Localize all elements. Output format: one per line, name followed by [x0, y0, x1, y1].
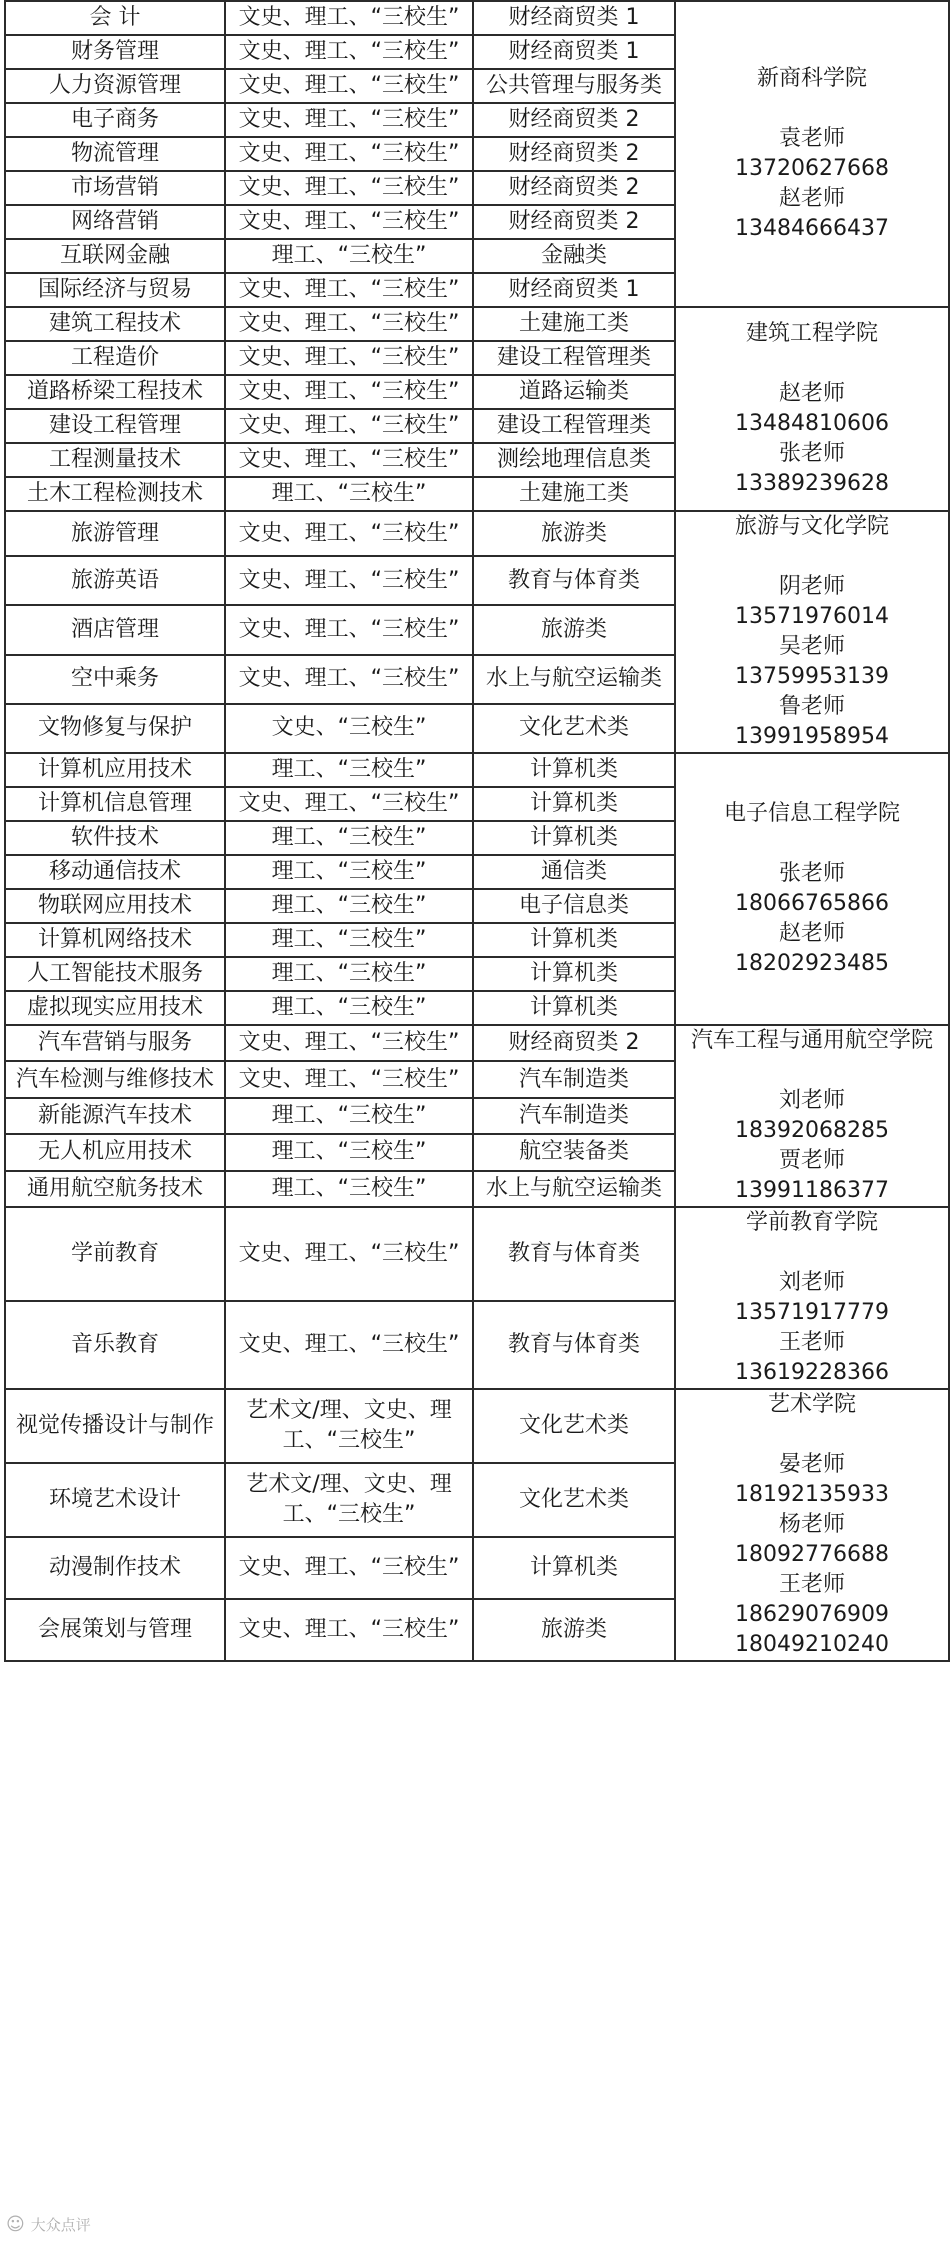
- major-cell: 建筑工程技术: [5, 307, 225, 341]
- subject-cell: 理工、“三校生”: [225, 1134, 473, 1170]
- watermark-text: 大众点评: [30, 2216, 91, 2234]
- category-cell: 汽车制造类: [473, 1061, 675, 1097]
- category-cell: 财经商贸类 2: [473, 205, 675, 239]
- category-cell: 水上与航空运输类: [473, 655, 675, 704]
- table-row: [5, 753, 949, 787]
- subject-cell: 文史、理工、“三校生”: [225, 375, 473, 409]
- category-cell: 公共管理与服务类: [473, 69, 675, 103]
- category-cell: 财经商贸类 1: [473, 1, 675, 35]
- category-cell: 测绘地理信息类: [473, 443, 675, 477]
- subject-cell: 理工、“三校生”: [225, 923, 473, 957]
- contact-name: 刘老师: [778, 1270, 845, 1295]
- contact-name: 王老师: [778, 1330, 845, 1355]
- contact-phone: 13991958954: [735, 724, 889, 749]
- major-cell: 物联网应用技术: [5, 889, 225, 923]
- contact-name: 袁老师: [778, 126, 845, 151]
- subject-cell: 文史、理工、“三校生”: [225, 35, 473, 69]
- major-cell: 学前教育: [5, 1207, 225, 1301]
- contact-name: 赵老师: [778, 186, 845, 211]
- subject-cell: 文史、理工、“三校生”: [225, 605, 473, 654]
- category-cell: 计算机类: [473, 821, 675, 855]
- major-cell: 建设工程管理: [5, 409, 225, 443]
- category-cell: 财经商贸类 2: [473, 103, 675, 137]
- major-cell: 动漫制作技术: [5, 1537, 225, 1599]
- major-cell: 虚拟现实应用技术: [5, 991, 225, 1025]
- contact-name: 阴老师: [778, 574, 845, 599]
- category-cell: 教育与体育类: [473, 556, 675, 605]
- major-cell: 酒店管理: [5, 605, 225, 654]
- major-cell: 人工智能技术服务: [5, 957, 225, 991]
- contact-name: 赵老师: [778, 381, 845, 406]
- subject-cell: 文史、理工、“三校生”: [225, 307, 473, 341]
- college-cell: [675, 1, 949, 307]
- category-cell: 文化艺术类: [473, 1389, 675, 1463]
- category-cell: 航空装备类: [473, 1134, 675, 1170]
- category-cell: 财经商贸类 2: [473, 171, 675, 205]
- subject-cell: 艺术文/理、文史、理工、“三校生”: [225, 1463, 473, 1537]
- category-cell: 金融类: [473, 239, 675, 273]
- category-cell: 汽车制造类: [473, 1098, 675, 1134]
- major-cell: 新能源汽车技术: [5, 1098, 225, 1134]
- contact-phone: 13991186377: [735, 1178, 889, 1203]
- category-cell: 财经商贸类 2: [473, 137, 675, 171]
- contact-phone: 13484666437: [735, 216, 889, 241]
- major-cell: 旅游管理: [5, 511, 225, 556]
- subject-cell: 理工、“三校生”: [225, 477, 473, 511]
- major-cell: 空中乘务: [5, 655, 225, 704]
- contact-phone: 18392068285: [735, 1118, 889, 1143]
- college-cell: [675, 1025, 949, 1207]
- subject-cell: 理工、“三校生”: [225, 957, 473, 991]
- subject-cell: 文史、理工、“三校生”: [225, 1207, 473, 1301]
- contact-phone: 18092776688: [735, 1542, 889, 1567]
- college-name: 汽车工程与通用航空学院: [690, 1028, 933, 1053]
- category-cell: 计算机类: [473, 957, 675, 991]
- college-cell: [675, 511, 949, 753]
- contact-phone: 18049210240: [735, 1632, 889, 1657]
- major-cell: 市场营销: [5, 171, 225, 205]
- major-cell: 土木工程检测技术: [5, 477, 225, 511]
- major-cell: 会展策划与管理: [5, 1599, 225, 1661]
- subject-cell: 理工、“三校生”: [225, 821, 473, 855]
- category-cell: 土建施工类: [473, 477, 675, 511]
- contact-name: 鲁老师: [778, 694, 845, 719]
- contact-phone: 18202923485: [735, 951, 889, 976]
- category-cell: 教育与体育类: [473, 1301, 675, 1389]
- major-cell: 人力资源管理: [5, 69, 225, 103]
- college-cell: [675, 753, 949, 1025]
- subject-cell: 理工、“三校生”: [225, 1098, 473, 1134]
- major-cell: 财务管理: [5, 35, 225, 69]
- subject-cell: 文史、理工、“三校生”: [225, 1, 473, 35]
- major-cell: 无人机应用技术: [5, 1134, 225, 1170]
- contact-phone: 13389239628: [735, 471, 889, 496]
- category-cell: 旅游类: [473, 1599, 675, 1661]
- major-cell: 电子商务: [5, 103, 225, 137]
- contact-name: 吴老师: [778, 634, 845, 659]
- contact-phone: 18629076909: [735, 1602, 889, 1627]
- contact-phone: 13619228366: [735, 1360, 889, 1385]
- contact-name: 张老师: [778, 861, 845, 886]
- contact-name: 贾老师: [778, 1148, 845, 1173]
- category-cell: 教育与体育类: [473, 1207, 675, 1301]
- contact-phone: 18066765866: [735, 891, 889, 916]
- subject-cell: 文史、理工、“三校生”: [225, 341, 473, 375]
- table-row: [5, 307, 949, 341]
- contact-phone: 13571976014: [735, 604, 889, 629]
- college-name: 新商科学院: [756, 66, 867, 91]
- major-cell: 视觉传播设计与制作: [5, 1389, 225, 1463]
- subject-cell: 文史、理工、“三校生”: [225, 103, 473, 137]
- major-cell: 文物修复与保护: [5, 704, 225, 753]
- subject-cell: 艺术文/理、文史、理工、“三校生”: [225, 1389, 473, 1463]
- category-cell: 水上与航空运输类: [473, 1171, 675, 1207]
- category-cell: 建设工程管理类: [473, 409, 675, 443]
- college-cell: [675, 307, 949, 511]
- category-cell: 财经商贸类 1: [473, 35, 675, 69]
- subject-cell: 文史、理工、“三校生”: [225, 409, 473, 443]
- category-cell: 土建施工类: [473, 307, 675, 341]
- subject-cell: 理工、“三校生”: [225, 889, 473, 923]
- subject-cell: 文史、理工、“三校生”: [225, 1537, 473, 1599]
- subject-cell: 文史、理工、“三校生”: [225, 1025, 473, 1061]
- major-cell: 汽车检测与维修技术: [5, 1061, 225, 1097]
- subject-cell: 理工、“三校生”: [225, 239, 473, 273]
- category-cell: 计算机类: [473, 787, 675, 821]
- college-name: 学前教育学院: [745, 1210, 878, 1235]
- contact-phone: 13720627668: [735, 156, 889, 181]
- subject-cell: 理工、“三校生”: [225, 753, 473, 787]
- major-cell: 工程造价: [5, 341, 225, 375]
- category-cell: 道路运输类: [473, 375, 675, 409]
- major-cell: 会 计: [5, 1, 225, 35]
- subject-cell: 理工、“三校生”: [225, 855, 473, 889]
- category-cell: 文化艺术类: [473, 1463, 675, 1537]
- contact-name: 张老师: [778, 441, 845, 466]
- category-cell: 计算机类: [473, 991, 675, 1025]
- major-cell: 计算机应用技术: [5, 753, 225, 787]
- contact-name: 刘老师: [778, 1088, 845, 1113]
- table-row: [5, 1, 949, 35]
- major-cell: 通用航空航务技术: [5, 1171, 225, 1207]
- table-row: [5, 1207, 949, 1301]
- major-cell: 环境艺术设计: [5, 1463, 225, 1537]
- major-cell: 音乐教育: [5, 1301, 225, 1389]
- category-cell: 建设工程管理类: [473, 341, 675, 375]
- subject-cell: 理工、“三校生”: [225, 1171, 473, 1207]
- subject-cell: 文史、理工、“三校生”: [225, 443, 473, 477]
- category-cell: 财经商贸类 1: [473, 273, 675, 307]
- major-cell: 软件技术: [5, 821, 225, 855]
- category-cell: 财经商贸类 2: [473, 1025, 675, 1061]
- category-cell: 通信类: [473, 855, 675, 889]
- major-table: [4, 0, 950, 1662]
- subject-cell: 文史、理工、“三校生”: [225, 1301, 473, 1389]
- subject-cell: 文史、“三校生”: [225, 704, 473, 753]
- category-cell: 电子信息类: [473, 889, 675, 923]
- subject-cell: 文史、理工、“三校生”: [225, 1061, 473, 1097]
- table-row: [5, 1025, 949, 1061]
- college-name: 艺术学院: [767, 1392, 856, 1417]
- major-cell: 工程测量技术: [5, 443, 225, 477]
- major-cell: 物流管理: [5, 137, 225, 171]
- major-cell: 汽车营销与服务: [5, 1025, 225, 1061]
- category-cell: 旅游类: [473, 605, 675, 654]
- contact-phone: 13484810606: [735, 411, 889, 436]
- subject-cell: 文史、理工、“三校生”: [225, 556, 473, 605]
- major-cell: 计算机网络技术: [5, 923, 225, 957]
- contact-phone: 13759953139: [735, 664, 889, 689]
- college-cell: [675, 1389, 949, 1661]
- major-cell: 国际经济与贸易: [5, 273, 225, 307]
- category-cell: 计算机类: [473, 923, 675, 957]
- major-cell: 道路桥梁工程技术: [5, 375, 225, 409]
- subject-cell: 文史、理工、“三校生”: [225, 511, 473, 556]
- subject-cell: 文史、理工、“三校生”: [225, 171, 473, 205]
- college-cell: [675, 1207, 949, 1389]
- subject-cell: 理工、“三校生”: [225, 991, 473, 1025]
- contact-phone: 18192135933: [735, 1482, 889, 1507]
- college-name: 电子信息工程学院: [723, 801, 900, 826]
- subject-cell: 文史、理工、“三校生”: [225, 655, 473, 704]
- category-cell: 旅游类: [473, 511, 675, 556]
- category-cell: 计算机类: [473, 1537, 675, 1599]
- major-cell: 网络营销: [5, 205, 225, 239]
- contact-name: 晏老师: [778, 1452, 845, 1477]
- contact-name: 王老师: [778, 1572, 845, 1597]
- watermark: [6, 2214, 91, 2235]
- contact-phone: 13571917779: [735, 1300, 889, 1325]
- table-row: [5, 1389, 949, 1463]
- college-name: 旅游与文化学院: [734, 514, 889, 539]
- category-cell: 文化艺术类: [473, 704, 675, 753]
- subject-cell: 文史、理工、“三校生”: [225, 1599, 473, 1661]
- subject-cell: 文史、理工、“三校生”: [225, 787, 473, 821]
- college-name: 建筑工程学院: [745, 321, 878, 346]
- subject-cell: 文史、理工、“三校生”: [225, 137, 473, 171]
- subject-cell: 文史、理工、“三校生”: [225, 69, 473, 103]
- logo-icon: ☺: [6, 2214, 25, 2235]
- major-cell: 计算机信息管理: [5, 787, 225, 821]
- table-row: [5, 511, 949, 556]
- major-cell: 旅游英语: [5, 556, 225, 605]
- category-cell: 计算机类: [473, 753, 675, 787]
- contact-name: 杨老师: [778, 1512, 845, 1537]
- subject-cell: 文史、理工、“三校生”: [225, 273, 473, 307]
- subject-cell: 文史、理工、“三校生”: [225, 205, 473, 239]
- contact-name: 赵老师: [778, 921, 845, 946]
- major-cell: 移动通信技术: [5, 855, 225, 889]
- major-cell: 互联网金融: [5, 239, 225, 273]
